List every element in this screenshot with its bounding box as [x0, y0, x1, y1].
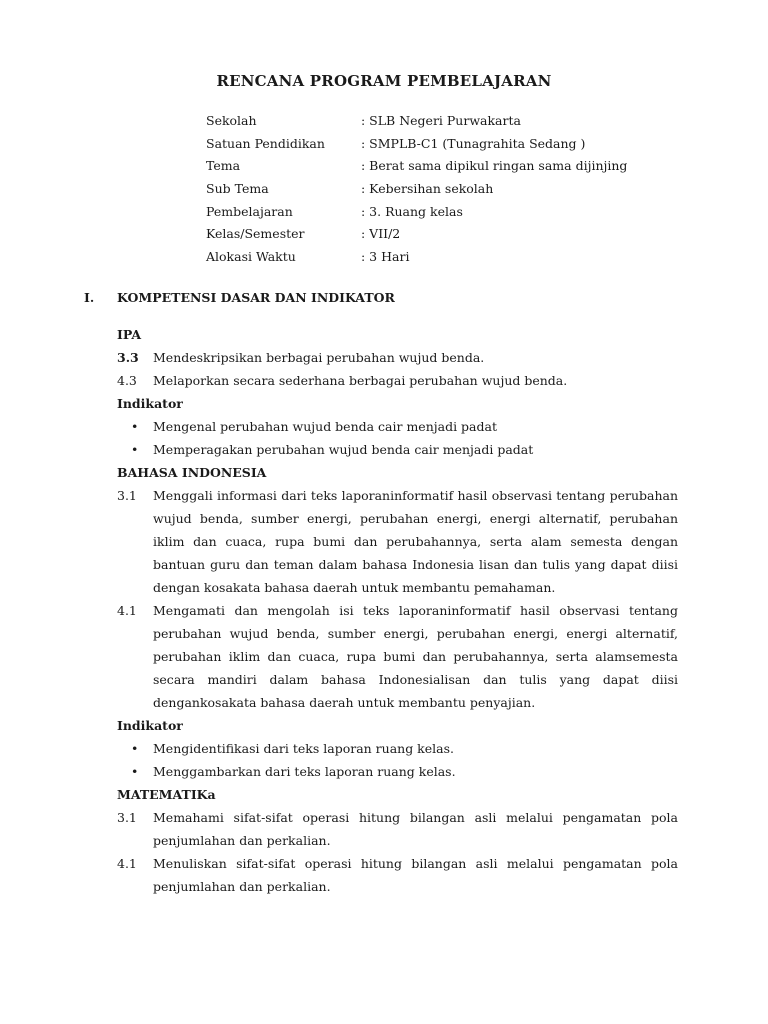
meta-value: : SLB Negeri Purwakarta [361, 113, 521, 128]
kd-number: 3.3 [117, 350, 139, 365]
meta-row-kelas-semester [206, 223, 627, 246]
kd-text: Mendeskripsikan berbagai perubahan wujud benda. [153, 350, 485, 365]
kd-item [117, 346, 678, 369]
kd-text: Melaporkan secara sederhana berbagai perubahan wujud benda. [153, 373, 568, 388]
meta-row-tema [206, 155, 627, 178]
bullet-icon: • [131, 741, 139, 756]
meta-value: : 3 Hari [361, 249, 410, 265]
kd-item [117, 599, 678, 714]
kd-text: Menuliskan sifat-sifat operasi hitung bilangan asli melalui pengamatan pola penjumlahan dan perkalian. [153, 856, 678, 894]
meta-label: Sub Tema [206, 181, 269, 197]
kd-text: Memahami sifat-sifat operasi hitung bilangan asli melalui pengamatan pola penjumlahan dan perkalian. [153, 810, 678, 848]
indikator-heading: Indikator [117, 396, 183, 411]
meta-label: Satuan Pendidikan [206, 135, 325, 151]
indikator-text: Menggambarkan dari teks laporan ruang kelas. [153, 764, 456, 779]
kd-number: 4.3 [117, 373, 137, 388]
subject-heading-matematika: MATEMATIKa [117, 787, 216, 802]
indikator-heading: Indikator [117, 718, 183, 733]
indikator-item [117, 415, 678, 438]
indikator-item [117, 760, 678, 783]
meta-label: Tema [206, 158, 241, 174]
bullet-icon: • [131, 442, 139, 457]
indikator-item [117, 737, 678, 760]
bullet-icon: • [131, 419, 139, 434]
indikator-item [117, 438, 678, 461]
meta-value: : Kebersihan sekolah [361, 181, 494, 197]
kd-text: Menggali informasi dari teks laporaninformatif hasil observasi tentang perubahan wujud benda, sumber energi, perubahan energi, energi alternatif, perubahan iklim dan cuaca, rupa bumi dan perubahannya, serta alam semesta dengan bantuan guru dan teman dalam bahasa Indonesia lisan dan tulis yang dapat diisi dengan kosakata bahasa daerah untuk membantu pemahaman. [153, 488, 678, 595]
section-title: KOMPETENSI DASAR DAN INDIKATOR [117, 290, 395, 305]
subject-heading-bahasa-indonesia: BAHASA INDONESIA [117, 465, 267, 480]
kd-item [117, 484, 678, 599]
kd-item [117, 369, 678, 392]
kd-item [117, 852, 678, 898]
indikator-text: Mengenal perubahan wujud benda cair menjadi padat [153, 419, 497, 434]
section-content [117, 323, 678, 898]
indikator-text: Memperagakan perubahan wujud benda cair menjadi padat [153, 442, 534, 457]
bullet-icon: • [131, 764, 139, 779]
kd-number: 3.1 [117, 810, 137, 825]
kd-item [117, 806, 678, 852]
identity-table [206, 110, 627, 269]
indikator-text: Mengidentifikasi dari teks laporan ruang kelas. [153, 741, 454, 756]
kd-text: Mengamati dan mengolah isi teks laporaninformatif hasil observasi tentang perubahan wujud benda, sumber energi, perubahan energi, energi alternatif, perubahan iklim dan cuaca, rupa bumi dan perubahannya, serta alamsemesta secara mandiri dalam bahasa Indonesialisan dan tulis yang dapat diisi dengankosakata bahasa daerah untuk membantu penyajian. [153, 603, 678, 710]
meta-row-sub-tema [206, 178, 627, 201]
meta-value: : 3. Ruang kelas [361, 203, 463, 219]
kd-number: 4.1 [117, 856, 137, 871]
section-heading [84, 290, 395, 305]
meta-row-alokasi-waktu [206, 246, 627, 269]
meta-value: : Berat sama dipikul ringan sama dijinjing [361, 158, 628, 174]
kd-number: 3.1 [117, 488, 137, 503]
subject-heading-ipa: IPA [117, 327, 142, 342]
meta-label: Alokasi Waktu [206, 249, 296, 265]
kd-number: 4.1 [117, 603, 137, 618]
meta-row-pembelajaran [206, 201, 627, 224]
section-number: I. [84, 290, 95, 305]
document-title: RENCANA PROGRAM PEMBELAJARAN [216, 72, 552, 90]
meta-label: Sekolah [206, 113, 257, 128]
meta-value: : SMPLB-C1 (Tunagrahita Sedang ) [361, 135, 586, 151]
meta-row-satuan-pendidikan [206, 133, 627, 156]
meta-row-sekolah [206, 110, 627, 133]
meta-label: Kelas/Semester [206, 226, 305, 242]
meta-value: : VII/2 [361, 226, 401, 242]
meta-label: Pembelajaran [206, 203, 293, 219]
